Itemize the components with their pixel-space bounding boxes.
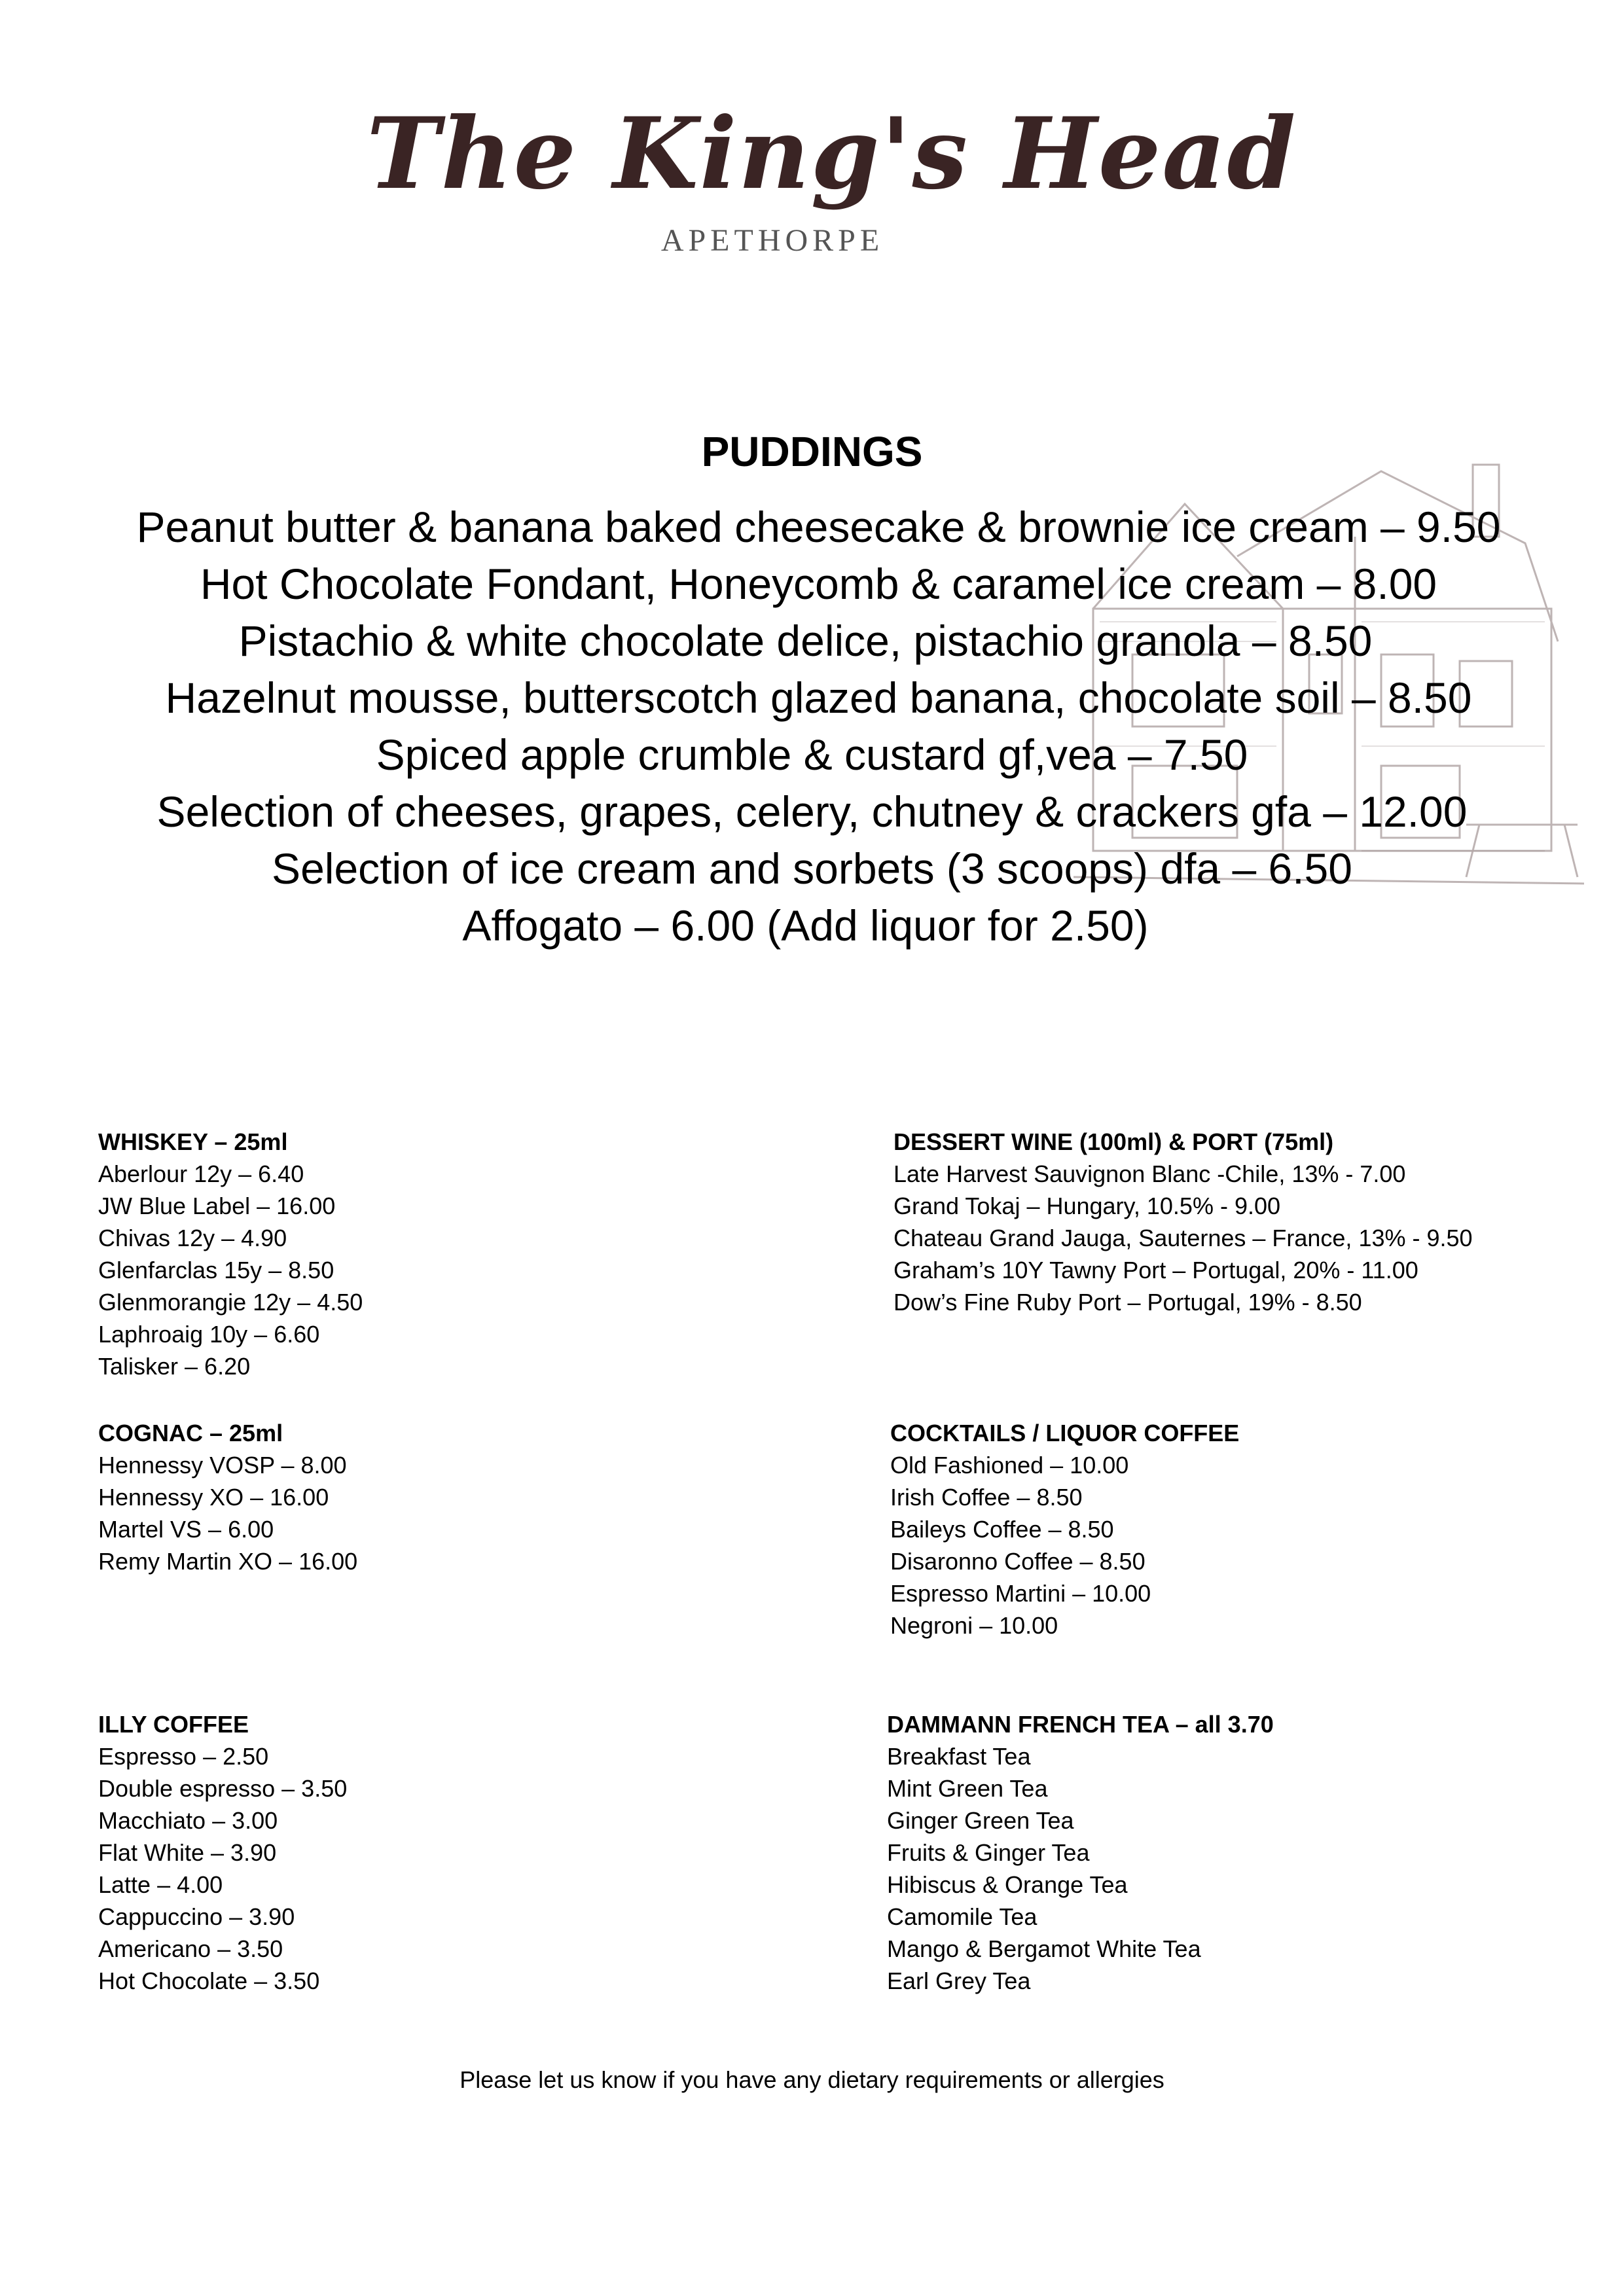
list-item: Negroni – 10.00 xyxy=(890,1612,1058,1639)
list-item: Mango & Bergamot White Tea xyxy=(887,1935,1201,1962)
list-item: Hennessy XO – 16.00 xyxy=(98,1484,329,1511)
list-item: Irish Coffee – 8.50 xyxy=(890,1484,1083,1511)
pudding-item: Hot Chocolate Fondant, Honeycomb & caramel ice cream – 8.00 xyxy=(200,560,1437,608)
list-item: Chivas 12y – 4.90 xyxy=(98,1225,287,1251)
whiskey-section xyxy=(98,1126,363,1382)
list-item: Camomile Tea xyxy=(887,1903,1038,1930)
section-heading: COGNAC – 25ml xyxy=(98,1420,283,1446)
pudding-item: Pistachio & white chocolate delice, pistachio granola – 8.50 xyxy=(238,617,1373,665)
section-heading: WHISKEY – 25ml xyxy=(98,1128,288,1155)
cocktails-section xyxy=(890,1417,1239,1641)
puddings-list xyxy=(0,499,1624,954)
list-item: Cappuccino – 3.90 xyxy=(98,1903,295,1930)
list-item: Graham’s 10Y Tawny Port – Portugal, 20% - 11.00 xyxy=(893,1257,1418,1283)
list-item: Ginger Green Tea xyxy=(887,1807,1074,1834)
list-item: Old Fashioned – 10.00 xyxy=(890,1452,1129,1479)
dessert-wine-section xyxy=(893,1126,1473,1318)
list-item: Double espresso – 3.50 xyxy=(98,1775,348,1802)
logo-subtitle: APETHORPE xyxy=(660,223,884,258)
pudding-item: Selection of cheeses, grapes, celery, chutney & crackers gfa – 12.00 xyxy=(156,787,1468,836)
logo xyxy=(367,96,1297,281)
list-item: Hennessy VOSP – 8.00 xyxy=(98,1452,347,1479)
list-item: Remy Martin XO – 16.00 xyxy=(98,1548,358,1575)
pudding-item: Selection of ice cream and sorbets (3 scoops) dfa – 6.50 xyxy=(272,844,1352,893)
list-item: Flat White – 3.90 xyxy=(98,1839,277,1866)
list-item: Disaronno Coffee – 8.50 xyxy=(890,1548,1146,1575)
coffee-section xyxy=(98,1708,347,1997)
list-item: Chateau Grand Jauga, Sauternes – France, 13% - 9.50 xyxy=(893,1225,1473,1251)
list-item: Martel VS – 6.00 xyxy=(98,1516,274,1543)
list-item: Latte – 4.00 xyxy=(98,1871,223,1898)
section-heading: ILLY COFFEE xyxy=(98,1711,249,1738)
list-item: Earl Grey Tea xyxy=(887,1967,1031,1994)
list-item: Talisker – 6.20 xyxy=(98,1353,251,1380)
list-item: Breakfast Tea xyxy=(887,1743,1031,1770)
list-item: Glenfarclas 15y – 8.50 xyxy=(98,1257,334,1283)
list-item: Late Harvest Sauvignon Blanc -Chile, 13% - 7.00 xyxy=(893,1160,1406,1187)
section-heading: DAMMANN FRENCH TEA – all 3.70 xyxy=(887,1711,1274,1738)
list-item: Hot Chocolate – 3.50 xyxy=(98,1967,320,1994)
list-item: Americano – 3.50 xyxy=(98,1935,283,1962)
list-item: Aberlour 12y – 6.40 xyxy=(98,1160,304,1187)
list-item: Glenmorangie 12y – 4.50 xyxy=(98,1289,363,1316)
puddings-heading: PUDDINGS xyxy=(701,428,923,475)
pudding-item: Spiced apple crumble & custard gf,vea – 7.50 xyxy=(376,730,1248,779)
list-item: Mint Green Tea xyxy=(887,1775,1048,1802)
pudding-item: Hazelnut mousse, butterscotch glazed banana, chocolate soil – 8.50 xyxy=(165,673,1472,722)
tea-section xyxy=(887,1708,1274,1997)
dietary-notice: Please let us know if you have any dietary requirements or allergies xyxy=(460,2066,1164,2093)
section-heading: COCKTAILS / LIQUOR COFFEE xyxy=(890,1420,1240,1446)
logo-title: The King's Head xyxy=(367,96,1297,211)
list-item: Fruits & Ginger Tea xyxy=(887,1839,1090,1866)
list-item: Baileys Coffee – 8.50 xyxy=(890,1516,1114,1543)
list-item: Dow’s Fine Ruby Port – Portugal, 19% - 8.50 xyxy=(893,1289,1362,1316)
pudding-item: Affogato – 6.00 (Add liquor for 2.50) xyxy=(462,901,1149,950)
list-item: Hibiscus & Orange Tea xyxy=(887,1871,1128,1898)
pudding-item: Peanut butter & banana baked cheesecake & brownie ice cream – 9.50 xyxy=(136,503,1501,551)
list-item: Grand Tokaj – Hungary, 10.5% - 9.00 xyxy=(893,1193,1281,1219)
section-heading: DESSERT WINE (100ml) & PORT (75ml) xyxy=(893,1128,1334,1155)
cognac-section xyxy=(98,1417,357,1577)
list-item: JW Blue Label – 16.00 xyxy=(98,1193,336,1219)
list-item: Espresso Martini – 10.00 xyxy=(890,1580,1151,1607)
list-item: Laphroaig 10y – 6.60 xyxy=(98,1321,320,1348)
list-item: Espresso – 2.50 xyxy=(98,1743,269,1770)
list-item: Macchiato – 3.00 xyxy=(98,1807,278,1834)
